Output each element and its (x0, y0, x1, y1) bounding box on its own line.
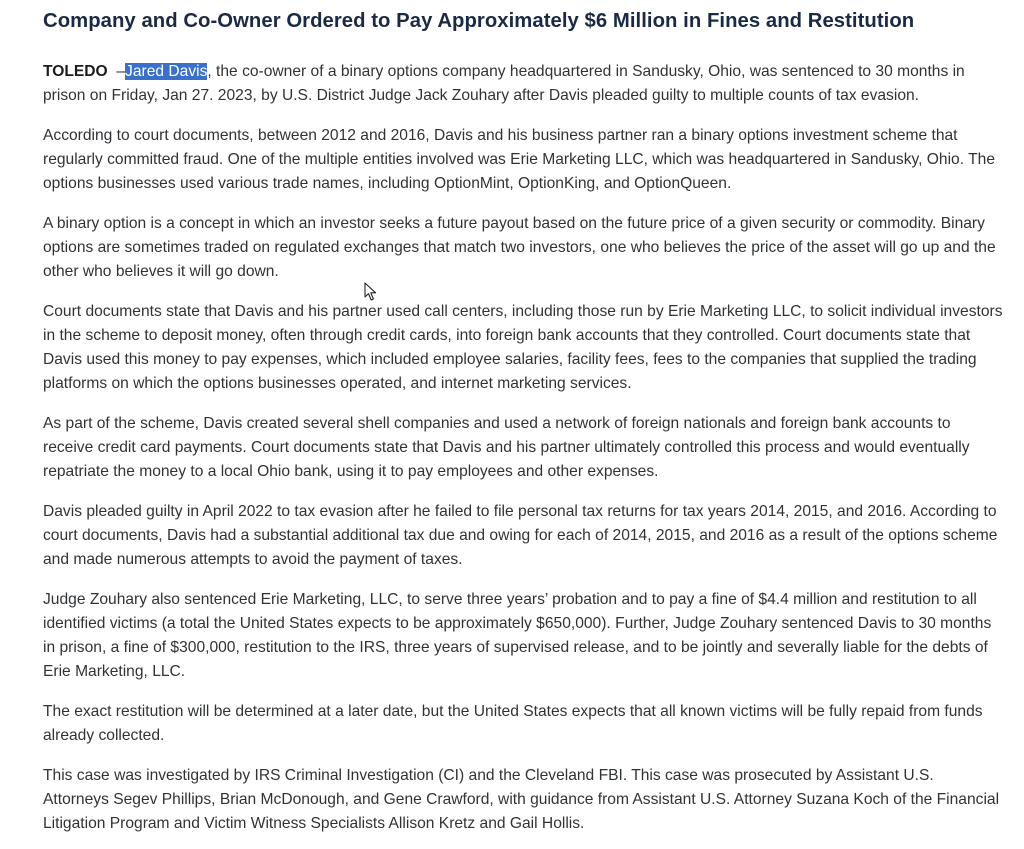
dateline-dash: – (107, 63, 126, 80)
body-paragraph-shell-companies: As part of the scheme, Davis created several shell companies and used a network of foreign nationals and foreign bank accounts to receive credit card payments. Court documents state that Davis and his partner ultimately controlled this process and would eventually repatriate the money to a local Ohio bank, using it to pay employees and other expenses. (43, 415, 970, 480)
dateline: TOLEDO (43, 63, 108, 80)
body-paragraph-guilty-plea: Davis pleaded guilty in April 2022 to tax evasion after he failed to file personal tax returns for tax years 2014, 2015, and 2016. According to court documents, Davis had a substantial additional tax due and owing for each of 2014, 2015, and 2016 as a result of the options scheme and made numerous attempts to avoid the payment of taxes. (43, 503, 998, 568)
article-headline: Company and Co-Owner Ordered to Pay Approximately $6 Million in Fines and Restitution (43, 10, 915, 32)
body-paragraph-restitution: The exact restitution will be determined at a later date, but the United States expects that all known victims will be fully repaid from funds already collected. (43, 703, 983, 744)
lead-paragraph (43, 60, 1003, 108)
body-paragraph-scheme: According to court documents, between 2012 and 2016, Davis and his business partner ran a binary options investment scheme that regularly committed fraud. One of the multiple entities involved was Erie Marketing LLC, which was headquartered in Sandusky, Ohio. The options businesses used various trade names, including OptionMint, OptionKing, and OptionQueen. (43, 127, 995, 192)
body-paragraph-call-centers: Court documents state that Davis and his partner used call centers, including those run by Erie Marketing LLC, to solicit individual investors in the scheme to deposit money, often through credit cards, into foreign bank accounts that they controlled. Court documents state that Davis used this money to pay expenses, which included employee salaries, facility fees, fees to the companies that supplied the trading platforms on which the options businesses operated, and internet marketing services. (43, 303, 1003, 392)
press-release-article (43, 0, 1003, 836)
lead-paragraph-text: , the co-owner of a binary options company headquartered in Sandusky, Ohio, was sentenced to 30 months in prison on Friday, Jan 27. 2023, by U.S. District Judge Jack Zouhary after Davis pleaded guilty to multiple counts of tax evasion. (43, 63, 965, 104)
selected-text[interactable]: Jared Davis (125, 63, 208, 80)
body-paragraph-binary-option: A binary option is a concept in which an investor seeks a future payout based on the future price of a given security or commodity. Binary options are sometimes traded on regulated exchanges that match two investors, one who believes the price of the asset will go up and the other who believes it will go down. (43, 215, 996, 280)
body-paragraph-investigation: This case was investigated by IRS Criminal Investigation (CI) and the Cleveland FBI. This case was prosecuted by Assistant U.S. Attorneys Segev Phillips, Brian McDonough, and Gene Crawford, with guidance from Assistant U.S. Attorney Suzana Koch of the Financial Litigation Program and Victim Witness Specialists Allison Kretz and Gail Hollis. (43, 767, 1000, 832)
body-paragraph-sentencing: Judge Zouhary also sentenced Erie Marketing, LLC, to serve three years’ probation and to pay a fine of $4.4 million and restitution to all identified victims (a total the United States expects to be approximately $650,000). Further, Judge Zouhary sentenced Davis to 30 months in prison, a fine of $300,000, restitution to the IRS, three years of supervised release, and to be jointly and severally liable for the debts of Erie Marketing, LLC. (43, 591, 992, 680)
arrow-pointer-icon (364, 282, 378, 302)
